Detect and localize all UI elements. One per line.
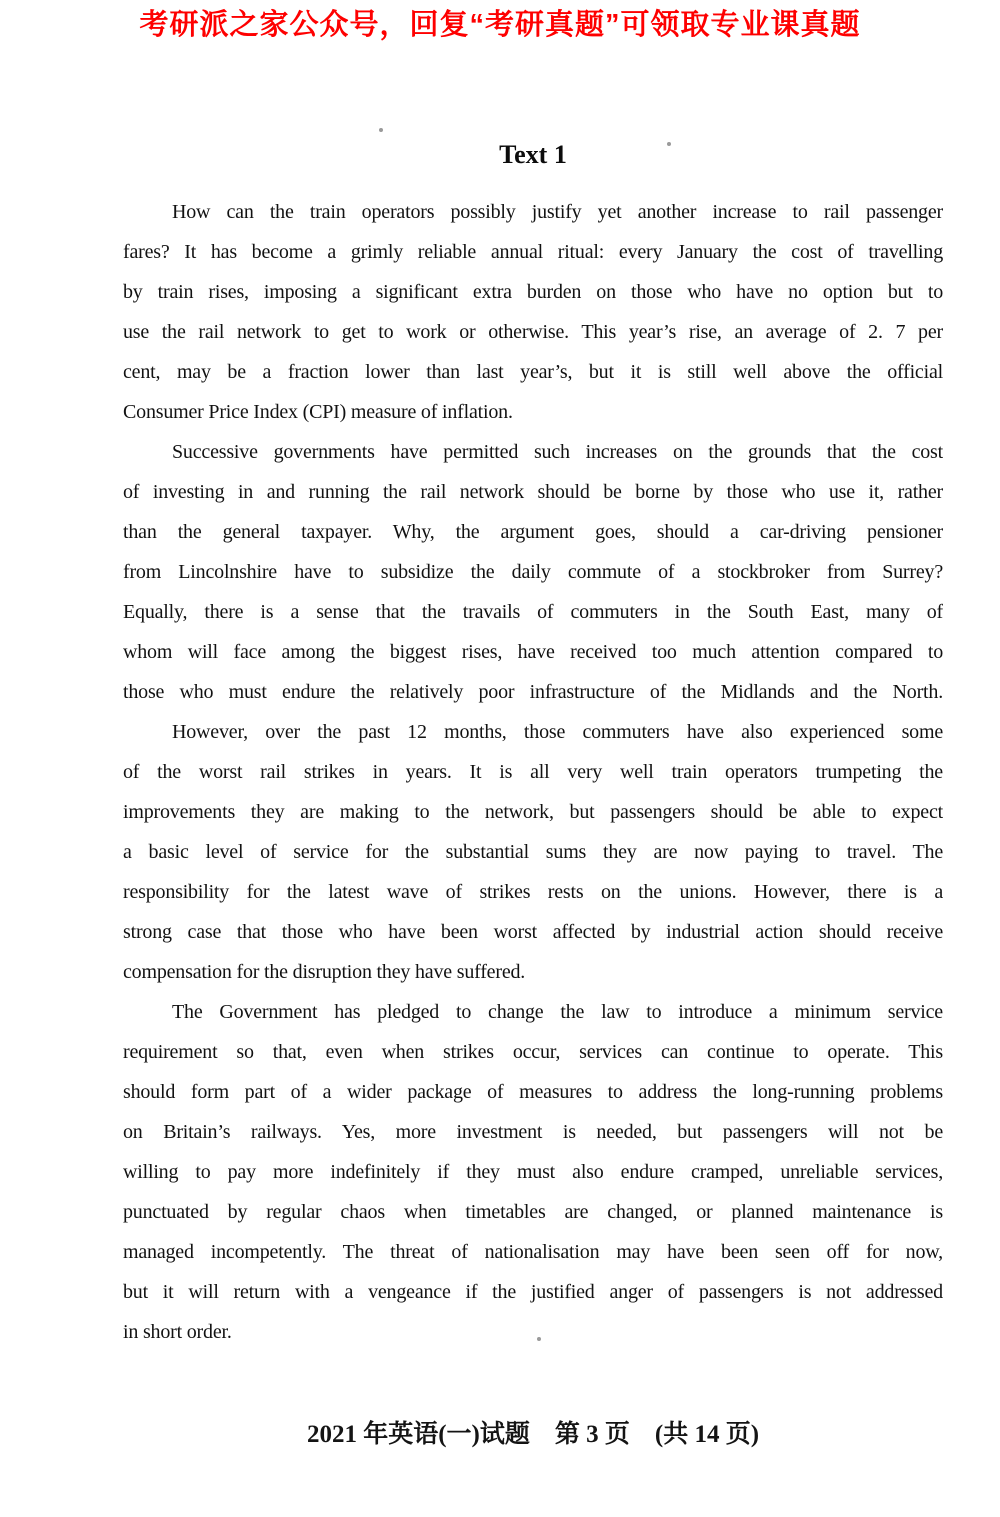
text-line: fares? It has become a grimly reliable annual ritual: every January the cost of travelling	[123, 241, 943, 263]
text-line: cent, may be a fraction lower than last year’s, but it is still well above the official	[123, 361, 943, 383]
text-line: of investing in and running the rail network should be borne by those who use it, rather	[123, 481, 943, 503]
text-line: use the rail network to get to work or otherwise. This year’s rise, an average of 2. 7 per	[123, 321, 943, 343]
text-line: those who must endure the relatively poor infrastructure of the Midlands and the North.	[123, 681, 943, 703]
text-line: compensation for the disruption they have suffered.	[123, 961, 526, 983]
text-line: punctuated by regular chaos when timetables are changed, or planned maintenance is	[123, 1201, 943, 1223]
header-banner: 考研派之家公众号，回复“考研真题”可领取专业课真题	[139, 9, 861, 41]
text-line: in short order.	[123, 1321, 232, 1343]
text-line: Equally, there is a sense that the travails of commuters in the South East, many of	[123, 601, 943, 623]
scan-speck	[379, 128, 383, 132]
text-line: requirement so that, even when strikes occur, services can continue to operate. This	[123, 1041, 943, 1063]
paragraph	[123, 432, 943, 712]
text-line: Consumer Price Index (CPI) measure of inflation.	[123, 401, 513, 423]
text-line: strong case that those who have been worst affected by industrial action should receive	[123, 921, 943, 943]
page-footer: 2021 年英语(一)试题 第 3 页 (共 14 页)	[306, 1421, 760, 1448]
text-line: from Lincolnshire have to subsidize the daily commute of a stockbroker from Surrey?	[123, 561, 943, 583]
paragraph	[123, 192, 943, 432]
text-body	[123, 192, 943, 1352]
text-line: Successive governments have permitted such increases on the grounds that the cost	[172, 441, 943, 463]
text-line: on Britain’s railways. Yes, more investment is needed, but passengers will not be	[123, 1121, 943, 1143]
text-line: However, over the past 12 months, those commuters have also experienced some	[172, 721, 943, 743]
text-line: whom will face among the biggest rises, have received too much attention compared to	[123, 641, 943, 663]
text-line: The Government has pledged to change the law to introduce a minimum service	[172, 1001, 943, 1023]
paragraph	[123, 712, 943, 992]
scan-speck	[537, 1337, 541, 1341]
text-line: improvements they are making to the network, but passengers should be able to expect	[123, 801, 943, 823]
text-line: responsibility for the latest wave of strikes rests on the unions. However, there is a	[123, 881, 943, 903]
text-line: should form part of a wider package of measures to address the long-running problems	[123, 1081, 943, 1103]
paragraph	[123, 992, 943, 1352]
scan-speck	[667, 142, 671, 146]
text-line: a basic level of service for the substantial sums they are now paying to travel. The	[123, 841, 943, 863]
text-line: but it will return with a vengeance if the justified anger of passengers is not addressed	[123, 1281, 943, 1303]
page-title: Text 1	[499, 140, 567, 169]
text-line: willing to pay more indefinitely if they must also endure cramped, unreliable services,	[123, 1161, 943, 1183]
text-line: managed incompetently. The threat of nationalisation may have been seen off for now,	[123, 1241, 943, 1263]
text-line: of the worst rail strikes in years. It is all very well train operators trumpeting the	[123, 761, 943, 783]
text-line: How can the train operators possibly justify yet another increase to rail passenger	[172, 201, 943, 223]
text-line: by train rises, imposing a significant extra burden on those who have no option but to	[123, 281, 943, 303]
text-line: than the general taxpayer. Why, the argument goes, should a car-driving pensioner	[123, 521, 943, 543]
